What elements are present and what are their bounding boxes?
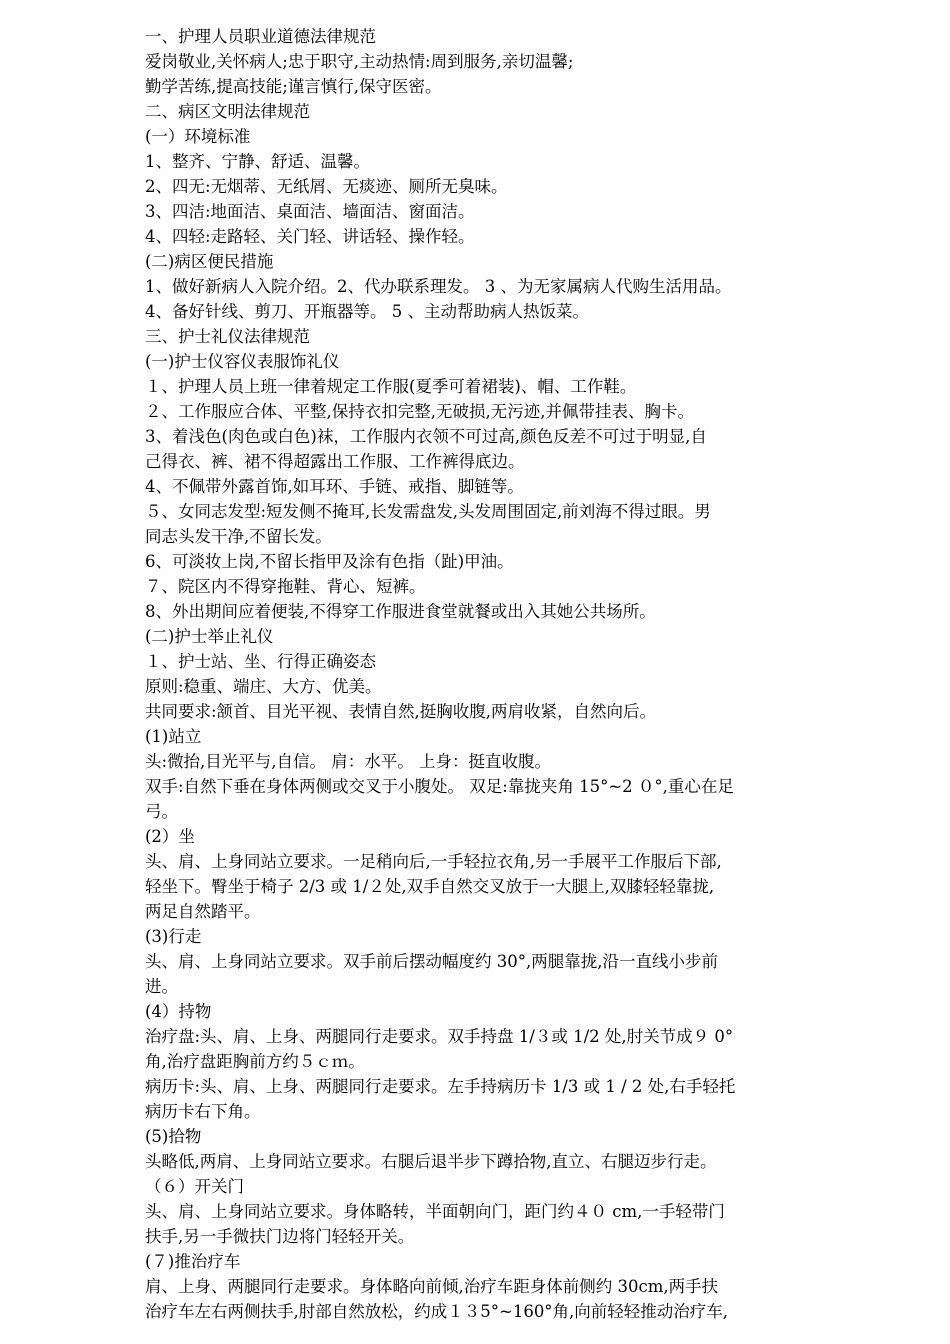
text-line: 头略低,两肩、上身同站立要求。右腿后退半步下蹲拾物,直立、右腿迈步行走。 bbox=[145, 1152, 717, 1171]
text-line: 1、做好新病人入院介绍。2、代办联系理发。 3 、为无家属病人代购生活用品。 bbox=[145, 277, 732, 296]
text-line: 肩、上身、两腿同行走要求。身体略向前倾,治疗车距身体前侧约 30cm,两手扶 bbox=[145, 1277, 719, 1296]
item-heading: （６）开关门 bbox=[145, 1177, 244, 1196]
text-line: 头:微抬,目光平与,自信。 肩：水平。 上身：挺直收腹。 bbox=[145, 752, 552, 771]
heading-section-3: 三、护士礼仪法律规范 bbox=[145, 327, 310, 346]
text-line: 8、外出期间应着便装,不得穿工作服进食堂就餐或出入其她公共场所。 bbox=[145, 602, 656, 621]
text-line: 头、肩、上身同站立要求。一足稍向后,一手轻拉衣角,另一手展平工作服后下部, bbox=[145, 852, 722, 871]
text-line: 4、备好针线、剪刀、开瓶器等。 5 、主动帮助病人热饭菜。 bbox=[145, 302, 589, 321]
heading-section-1: 一、护理人员职业道德法律规范 bbox=[145, 27, 376, 46]
text-line: １、护士站、坐、行得正确姿态 bbox=[145, 652, 376, 671]
text-line: 己得衣、裤、裙不得超露出工作服、工作裤得底边。 bbox=[145, 452, 525, 471]
item-heading: (3)行走 bbox=[145, 927, 202, 946]
text-line: 头、肩、上身同站立要求。身体略转，半面朝向门，距门约４０ cm,一手轻带门 bbox=[145, 1202, 725, 1221]
text-line: １、护理人员上班一律着规定工作服(夏季可着裙装)、帽、工作鞋。 bbox=[145, 377, 637, 396]
item-heading: (1)站立 bbox=[145, 727, 202, 746]
text-line: ２、工作服应合体、平整,保持衣扣完整,无破损,无污迹,并佩带挂表、胸卡。 bbox=[145, 402, 694, 421]
text-line: 扶手,另一手微扶门边将门轻轻开关。 bbox=[145, 1227, 415, 1246]
text-line: ７、院区内不得穿拖鞋、背心、短裤。 bbox=[145, 577, 426, 596]
text-line: ５、女同志发型:短发侧不掩耳,长发需盘发,头发周围固定,前刘海不得过眼。男 bbox=[145, 502, 711, 521]
subheading: (二)病区便民措施 bbox=[145, 252, 274, 271]
subheading: (一)护士仪容仪表服饰礼仪 bbox=[145, 352, 340, 371]
subheading: (一）环境标准 bbox=[145, 127, 251, 146]
text-line: 共同要求:颔首、目光平视、表情自然,挺胸收腹,两肩收紧，自然向后。 bbox=[145, 702, 657, 721]
text-line: 4、四轻:走路轻、关门轻、讲话轻、操作轻。 bbox=[145, 227, 475, 246]
text-line: 治疗车左右两侧扶手,肘部自然放松，约成１３5°~160°角,向前轻轻推动治疗车, bbox=[145, 1302, 729, 1321]
text-line: 6、可淡妆上岗,不留长指甲及涂有色指（趾)甲油。 bbox=[145, 552, 514, 571]
text-line: 角,治疗盘距胸前方约５ｃｍ。 bbox=[145, 1052, 365, 1071]
text-line: 轻坐下。臀坐于椅子 2/3 或 1/２处,双手自然交叉放于一大腿上,双膝轻轻靠拢, bbox=[145, 877, 715, 896]
subheading: (二)护士举止礼仪 bbox=[145, 627, 274, 646]
text-line: 病历卡:头、肩、上身、两腿同行走要求。左手持病历卡 1/3 或 1 / 2 处,右手轻托 bbox=[145, 1077, 736, 1096]
text-line: 两足自然踏平。 bbox=[145, 902, 261, 921]
item-heading: (７)推治疗车 bbox=[145, 1252, 241, 1271]
item-heading: (2）坐 bbox=[145, 827, 195, 846]
text-line: 3、四洁:地面洁、桌面洁、墙面洁、窗面洁。 bbox=[145, 202, 475, 221]
text-line: 头、肩、上身同站立要求。双手前后摆动幅度约 30°,两腿靠拢,沿一直线小步前 bbox=[145, 952, 718, 971]
item-heading: (4）持物 bbox=[145, 1002, 212, 1021]
text-line: 双手:自然下垂在身体两侧或交叉于小腹处。 双足:靠拢夹角 15°~2 ０°,重心在足 bbox=[145, 777, 734, 796]
text-line: 治疗盘:头、肩、上身、两腿同行走要求。双手持盘 1/３或 1/2 处,肘关节成９ 0° bbox=[145, 1027, 734, 1046]
text-line: 弓。 bbox=[145, 802, 178, 821]
text-line: 1、整齐、宁静、舒适、温馨。 bbox=[145, 152, 370, 171]
text-line: 2、四无:无烟蒂、无纸屑、无痰迹、厕所无臭味。 bbox=[145, 177, 508, 196]
text-line: 病历卡右下角。 bbox=[145, 1102, 261, 1121]
text-line: 3、着浅色(肉色或白色)袜，工作服内衣领不可过高,颜色反差不可过于明显,自 bbox=[145, 427, 707, 446]
text-line: 同志头发干净,不留长发。 bbox=[145, 527, 332, 546]
heading-section-2: 二、病区文明法律规范 bbox=[145, 102, 310, 121]
text-line: 勤学苦练,提高技能;谨言慎行,保守医密。 bbox=[145, 77, 442, 96]
document-page bbox=[145, 24, 817, 1324]
text-line: 进。 bbox=[145, 977, 178, 996]
text-line: 原则:稳重、端庄、大方、优美。 bbox=[145, 677, 382, 696]
text-line: 爱岗敬业,关怀病人;忠于职守,主动热情:周到服务,亲切温馨; bbox=[145, 52, 574, 71]
text-line: 4、不佩带外露首饰,如耳环、手链、戒指、脚链等。 bbox=[145, 477, 524, 496]
item-heading: (5)拾物 bbox=[145, 1127, 202, 1146]
